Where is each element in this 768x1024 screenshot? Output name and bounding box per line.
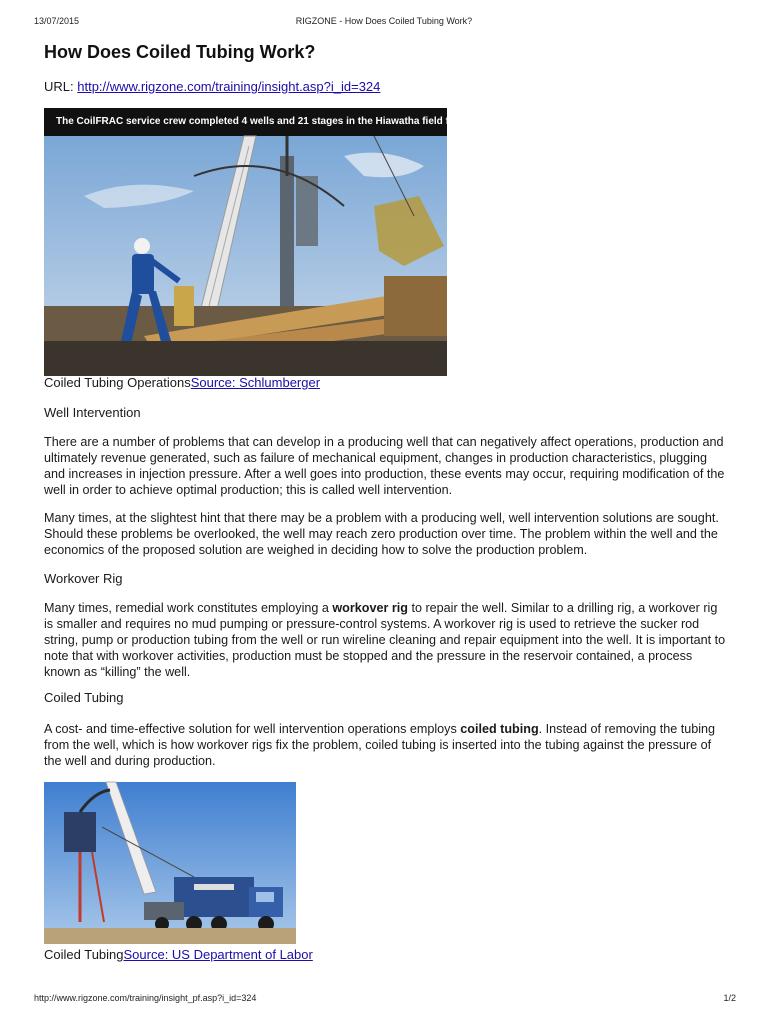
figure-coiled-tubing	[44, 782, 296, 944]
paragraph-well-intervention-1: There are a number of problems that can develop in a producing well that can negatively affect operations, production and ultimately revenue generated, such as failure of mechanical equipment, changes in production characteristics, plugging and increases in injection pressure. After a well goes into production, these events may occur, requiring modification of the well in order to achieve optimal production; this is called well intervention.	[44, 435, 725, 497]
heading-well-intervention: Well Intervention	[44, 405, 141, 420]
workover-rig-term: workover rig	[332, 601, 408, 615]
workover-text-before: Many times, remedial work constitutes employing a	[44, 601, 333, 615]
figure1-caption	[44, 375, 320, 390]
heading-workover-rig: Workover Rig	[44, 571, 123, 586]
page-title: How Does Coiled Tubing Work?	[44, 42, 316, 62]
figure2-caption-text: Coiled Tubing	[44, 947, 124, 962]
figure-banner: The CoilFRAC service crew completed 4 wells and 21 stages in the Hiawatha field for Texaco.	[44, 108, 447, 136]
paragraph-well-intervention-2: Many times, at the slightest hint that there may be a problem with a producing well, well intervention solutions are sought. Should these problems be overlooked, the well may reach zero production over time. The problem within the well and the economics of the proposed solution are weighed in deciding how to solve the production problem.	[44, 511, 719, 557]
coiled-text-after: . Instead of removing the tubing from the well, which is how workover rigs fix the problem, coiled tubing is inserted into the tubing against the pressure of the well and during production.	[44, 722, 716, 768]
figure2-caption	[44, 947, 313, 962]
source-us-dol-link[interactable]: Source: US Department of Labor	[123, 947, 313, 962]
print-date: 13/07/2015	[34, 16, 80, 26]
url-line	[44, 79, 380, 94]
article-url-link[interactable]: http://www.rigzone.com/training/insight.asp?i_id=324	[77, 79, 381, 94]
figure1-caption-text: Coiled Tubing Operations	[44, 375, 191, 390]
print-footer-url: http://www.rigzone.com/training/insight_pf.asp?i_id=324	[34, 993, 257, 1003]
coiled-tubing-term: coiled tubing	[460, 722, 539, 736]
print-footer	[0, 993, 768, 1007]
coiled-tubing-operations-photo	[44, 136, 447, 376]
source-schlumberger-link[interactable]: Source: Schlumberger	[190, 375, 321, 390]
paragraph-coiled-tubing	[44, 721, 728, 769]
print-doc-title: RIGZONE - How Does Coiled Tubing Work?	[295, 16, 473, 26]
coiled-text-before: A cost- and time-effective solution for well intervention operations employs	[44, 722, 461, 736]
workover-text-after: to repair the well. Similar to a drilling rig, a workover rig is smaller and requires no mud pumping or pressure-control systems. A workover rig is used to retrieve the sucker rod string, pump or production tubing from the well or run wireline cleaning and repair equipment into the well. It is important to note that with workover activities, production must be stopped and the pressure in the reservoir contained, a process known as “killing” the well.	[44, 601, 726, 679]
print-header	[0, 16, 768, 30]
paragraph-workover-rig	[44, 600, 728, 680]
page-number: 1/2	[723, 993, 736, 1003]
heading-coiled-tubing: Coiled Tubing	[44, 690, 124, 705]
url-label: URL:	[44, 79, 74, 94]
coiled-tubing-unit-photo	[44, 782, 296, 944]
figure-coiled-tubing-operations	[44, 108, 499, 376]
